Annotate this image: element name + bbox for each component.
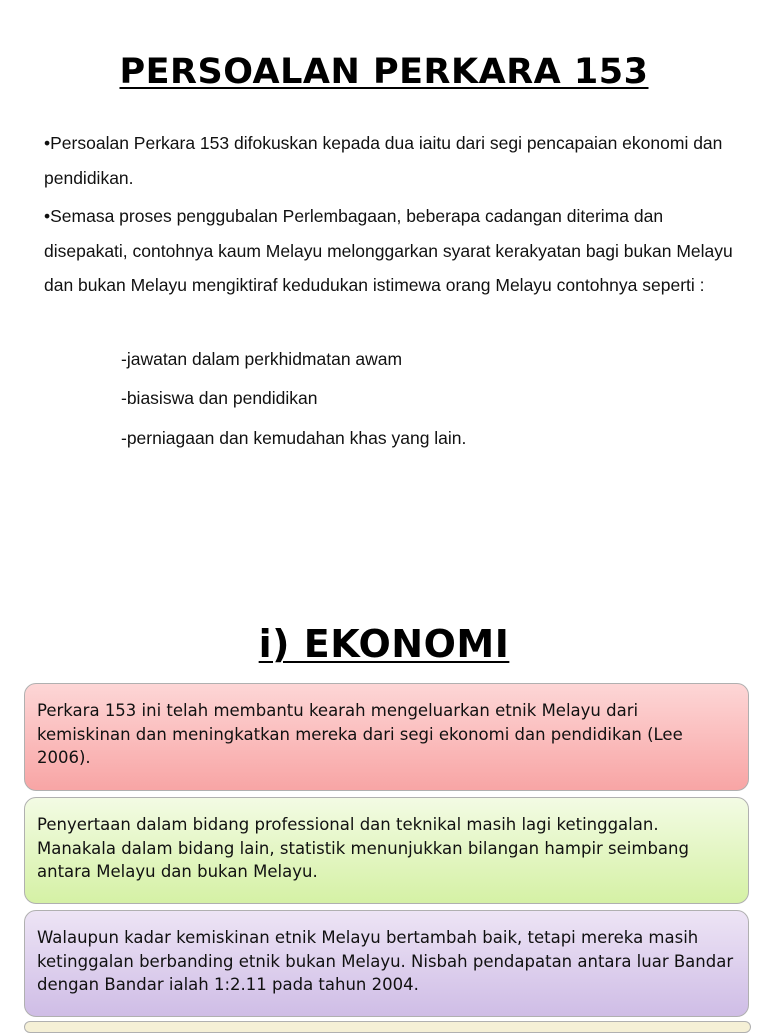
section-title <box>0 622 768 666</box>
list-item: -biasiswa dan pendidikan <box>121 388 318 408</box>
paragraph: •Persoalan Perkara 153 difokuskan kepada dua iaitu dari segi pencapaian ekonomi dan pendidikan. <box>44 133 723 188</box>
section-title-text: i) EKONOMI <box>258 622 510 666</box>
page-title-text: PERSOALAN PERKARA 153 <box>119 52 649 92</box>
list-item: -perniagaan dan kemudahan khas yang lain. <box>121 428 467 448</box>
info-box: Walaupun kadar kemiskinan etnik Melayu bertambah baik, tetapi mereka masih ketinggalan berbanding etnik bukan Melayu. Nisbah pendapatan antara luar Bandar dengan Bandar ialah 1:2.11 pada tahun 2004. <box>24 910 749 1017</box>
list-item: -jawatan dalam perkhidmatan awam <box>121 349 403 369</box>
info-box: Penyertaan dalam bidang professional dan teknikal masih lagi ketinggalan. Manakala dalam bidang lain, statistik menunjukkan bilangan hampir seimbang antara Melayu dan bukan Melayu. <box>24 797 749 904</box>
info-box: Perkara 153 ini telah membantu kearah mengeluarkan etnik Melayu dari kemiskinan dan meningkatkan mereka dari segi ekonomi dan pendidikan (Lee 2006). <box>24 683 749 791</box>
page-title <box>0 52 768 92</box>
info-box-partial <box>24 1021 751 1033</box>
paragraph: •Semasa proses penggubalan Perlembagaan, beberapa cadangan diterima dan disepakati, contohnya kaum Melayu melonggarkan syarat kerakyatan bagi bukan Melayu dan bukan Melayu mengiktiraf kedudukan istimewa orang Melayu contohnya seperti : <box>44 206 733 295</box>
